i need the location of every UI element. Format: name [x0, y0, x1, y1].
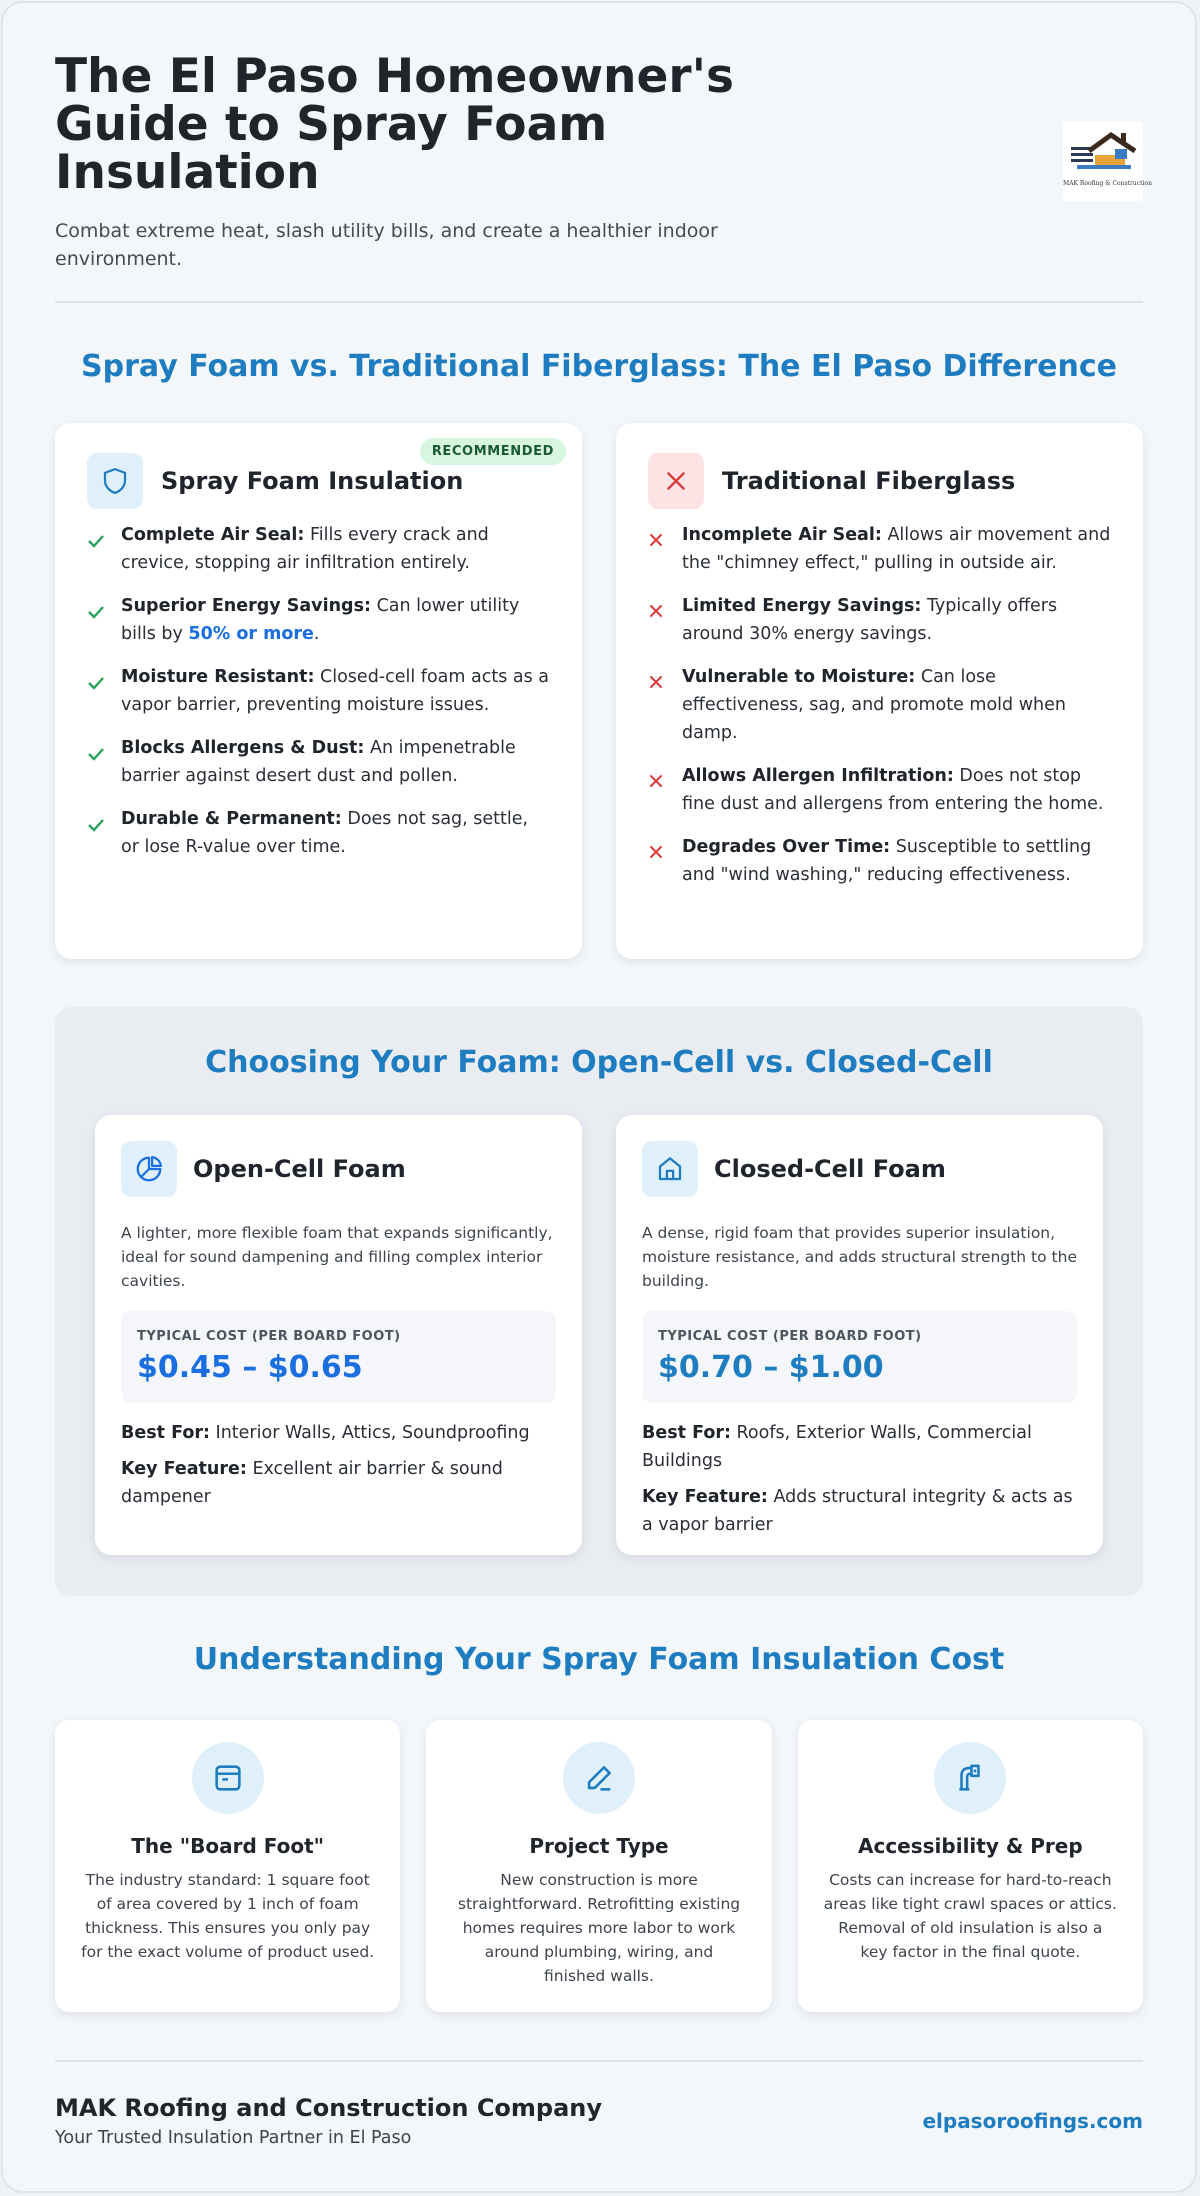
cost-factor-card	[55, 1720, 400, 2012]
list-item: Moisture Resistant: Closed-cell foam acts as a vapor barrier, preventing moisture issues.	[87, 663, 550, 719]
page-subtitle: Combat extreme heat, slash utility bills, and create a healthier indoor environment.	[55, 220, 718, 270]
open-cell-key-feature: Key Feature: Excellent air barrier & sound dampener	[121, 1459, 503, 1507]
list-item: Blocks Allergens & Dust: An impenetrable barrier against desert dust and pollen.	[87, 734, 550, 790]
list-item: Incomplete Air Seal: Allows air movement and the "chimney effect," pulling in outside air.	[648, 521, 1111, 577]
guide-page	[1, 1, 1197, 2193]
website-link[interactable]: elpasoroofings.com	[922, 2109, 1143, 2133]
open-cell-best-for: Best For: Interior Walls, Attics, Soundproofing	[121, 1423, 530, 1443]
header	[55, 3, 1152, 303]
open-cell-cost: $0.45 – $0.65	[137, 1350, 363, 1385]
factor-text: New construction is more straightforward. Retrofitting existing homes requires more labor to work around plumbing, wiring, and finished walls.	[457, 1871, 741, 1985]
factor-title: Project Type	[529, 1834, 669, 1858]
list-item: Superior Energy Savings: Can lower utility bills by 50% or more.	[87, 592, 550, 648]
savings-highlight: 50% or more	[188, 624, 314, 644]
open-cell-card	[95, 1115, 582, 1555]
browser-window-icon	[192, 1742, 264, 1814]
foam-types-section	[55, 1007, 1143, 1596]
closed-cell-description: A dense, rigid foam that provides superior insulation, moisture resistance, and adds structural strength to the building.	[642, 1224, 1077, 1290]
open-cell-cost-box	[121, 1311, 556, 1403]
footer	[55, 2060, 1143, 2148]
spray-foam-benefits	[87, 521, 550, 861]
home-icon	[642, 1141, 698, 1197]
company-logo: MAK Roofing & Construction	[1063, 121, 1143, 201]
list-item: Vulnerable to Moisture: Can lose effectiveness, sag, and promote mold when damp.	[648, 663, 1111, 747]
cost-factors	[55, 1720, 1143, 2012]
comparison-section	[55, 423, 1143, 959]
footer-tagline: Your Trusted Insulation Partner in El Paso	[55, 2128, 412, 2148]
fiberglass-card	[616, 423, 1143, 959]
pipe-wrench-icon	[934, 1742, 1006, 1814]
factor-title: The "Board Foot"	[131, 1834, 325, 1858]
page-title: The El Paso Homeowner's Guide to Spray Foam Insulation	[55, 49, 734, 200]
check-icon	[87, 521, 121, 577]
check-icon	[87, 663, 121, 719]
factor-title: Accessibility & Prep	[857, 1834, 1083, 1858]
cost-factor-card	[426, 1720, 771, 2012]
closed-cell-key-feature: Key Feature: Adds structural integrity & acts as a vapor barrier	[642, 1487, 1073, 1535]
list-item: Allows Allergen Infiltration: Does not stop fine dust and allergens from entering the home.	[648, 762, 1111, 818]
foam-types-title: Choosing Your Foam: Open-Cell vs. Closed-Cell	[205, 1045, 993, 1080]
fiberglass-title: Traditional Fiberglass	[722, 467, 1016, 495]
list-item: Limited Energy Savings: Typically offers around 30% energy savings.	[648, 592, 1111, 648]
pencil-icon	[563, 1742, 635, 1814]
factor-text: The industry standard: 1 square foot of area covered by 1 inch of foam thickness. This ensures you only pay for the exact volume of product used.	[81, 1871, 375, 1961]
pie-chart-icon	[121, 1141, 177, 1197]
recommended-badge: RECOMMENDED	[420, 438, 566, 465]
list-item: Durable & Permanent: Does not sag, settle, or lose R-value over time.	[87, 805, 550, 861]
comparison-title: Spray Foam vs. Traditional Fiberglass: The El Paso Difference	[81, 349, 1117, 384]
cross-icon	[648, 833, 682, 889]
closed-cell-card	[616, 1115, 1103, 1555]
cross-icon	[648, 762, 682, 818]
open-cell-title: Open-Cell Foam	[193, 1155, 406, 1183]
cost-label: TYPICAL COST (PER BOARD FOOT)	[137, 1329, 401, 1344]
cost-label: TYPICAL COST (PER BOARD FOOT)	[658, 1329, 922, 1344]
check-icon	[87, 734, 121, 790]
closed-cell-title: Closed-Cell Foam	[714, 1155, 946, 1183]
list-item: Complete Air Seal: Fills every crack and crevice, stopping air infiltration entirely.	[87, 521, 550, 577]
footer-company: MAK Roofing and Construction Company	[55, 2094, 603, 2122]
cost-factors-title: Understanding Your Spray Foam Insulation Cost	[193, 1642, 1005, 1677]
shield-icon	[87, 453, 143, 509]
check-icon	[87, 592, 121, 648]
list-item: Degrades Over Time: Susceptible to settling and "wind washing," reducing effectiveness.	[648, 833, 1111, 889]
fiberglass-drawbacks	[648, 521, 1111, 889]
cross-icon	[648, 592, 682, 648]
closed-cell-cost: $0.70 – $1.00	[658, 1350, 884, 1385]
open-cell-description: A lighter, more flexible foam that expands significantly, ideal for sound dampening and filling complex interior cavities.	[121, 1224, 553, 1290]
check-icon	[87, 805, 121, 861]
closed-cell-cost-box	[642, 1311, 1077, 1403]
x-icon	[648, 453, 704, 509]
spray-foam-title: Spray Foam Insulation	[161, 467, 464, 495]
cross-icon	[648, 663, 682, 747]
closed-cell-best-for: Best For: Roofs, Exterior Walls, Commercial Buildings	[642, 1423, 1032, 1471]
spray-foam-card	[55, 423, 582, 959]
cost-factor-card	[798, 1720, 1143, 2012]
factor-text: Costs can increase for hard-to-reach areas like tight crawl spaces or attics. Removal of old insulation is also a key factor in the final quote.	[823, 1871, 1117, 1961]
cross-icon	[648, 521, 682, 577]
